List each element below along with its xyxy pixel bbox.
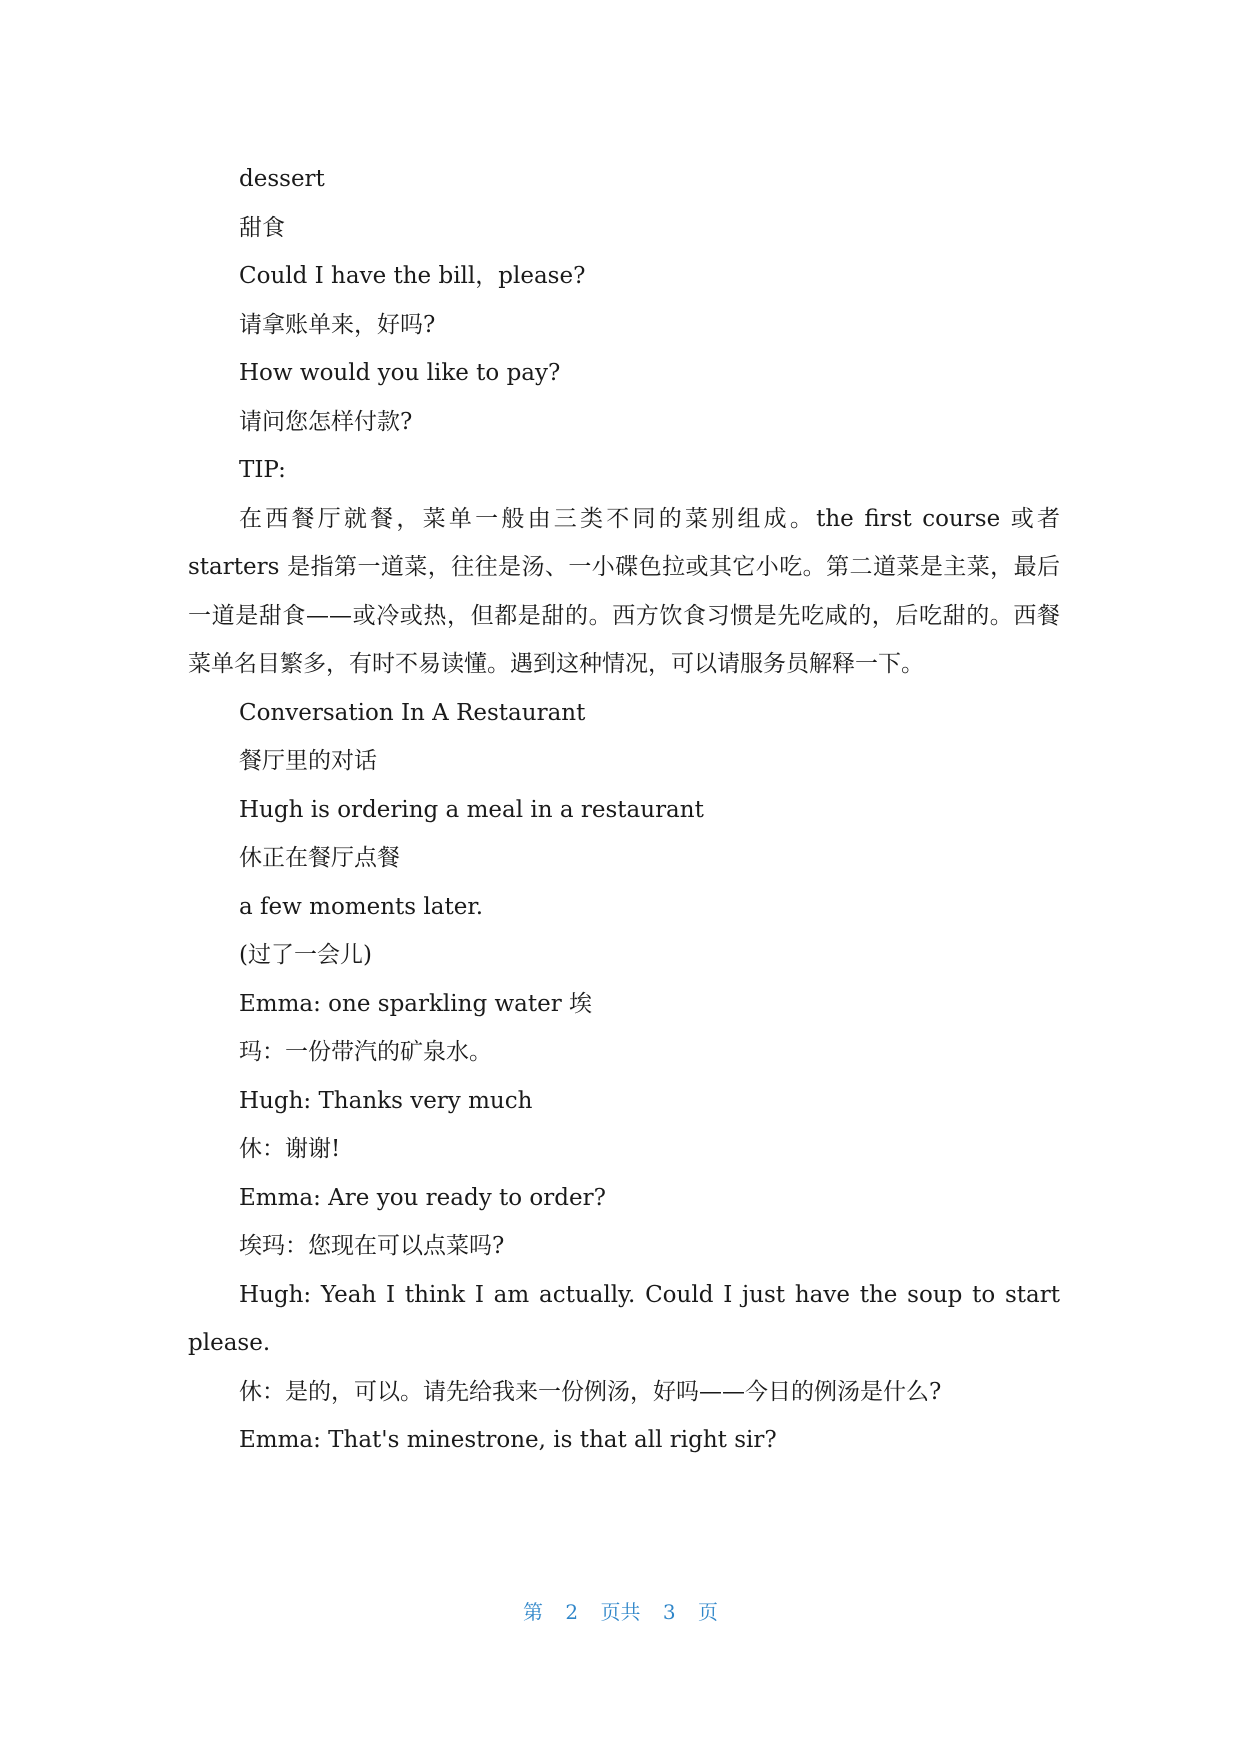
tip-heading: TIP:: [239, 457, 286, 483]
text-line: dessert: [239, 166, 325, 192]
text-line: Hugh is ordering a meal in a restaurant: [239, 796, 704, 823]
dialogue-line: Emma: That's minestrone, is that all right sir?: [239, 1427, 777, 1453]
dialogue-line: 玛：一份带汽的矿泉水。: [239, 1039, 492, 1065]
text-line: a few moments later.: [239, 893, 484, 920]
text-line: Could I have the bill，please?: [239, 263, 586, 289]
footer-total-pages: 3: [662, 1600, 676, 1624]
text-line: 休正在餐厅点餐: [239, 845, 400, 871]
dialogue-line: 埃玛：您现在可以点菜吗?: [239, 1233, 505, 1259]
footer-current-page: 2: [565, 1600, 579, 1624]
text-line: 甜食: [239, 214, 285, 241]
section-title: Conversation In A Restaurant: [239, 699, 586, 726]
dialogue-line: Emma: Are you ready to order?: [239, 1184, 606, 1211]
footer-prefix: 第: [523, 1600, 544, 1624]
footer-suffix: 页: [697, 1600, 718, 1624]
dialogue-line: 休：谢谢!: [239, 1136, 341, 1162]
dialogue-line: Emma: one sparkling water 埃: [239, 990, 593, 1017]
text-line: (过了一会儿): [239, 942, 372, 968]
footer-middle: 页共: [600, 1600, 641, 1624]
text-line: 请问您怎样付款?: [239, 408, 413, 435]
text-line: 请拿账单来，好吗?: [239, 311, 436, 338]
document-body: [188, 155, 1060, 1465]
text-line: 餐厅里的对话: [239, 748, 377, 774]
dialogue-line: 休：是的，可以。请先给我来一份例汤，好吗——今日的例汤是什么?: [239, 1378, 942, 1405]
dialogue-paragraph: Hugh: Yeah I think I am actually. Could I just have the soup to start please.: [188, 1281, 1060, 1356]
page-number-footer: [0, 1596, 1241, 1625]
dialogue-line: Hugh: Thanks very much: [239, 1087, 533, 1114]
tip-paragraph: 在西餐厅就餐，菜单一般由三类不同的菜别组成。the first course 或者 starters 是指第一道菜，往往是汤、一小碟色拉或其它小吃。第二道菜是主菜，最后一道是甜食——或冷或热，但都是甜的。西方饮食习惯是先吃咸的，后吃甜的。西餐菜单名目繁多，有时不易读懂。遇到这种情况，可以请服务员解释一下。: [188, 505, 1060, 677]
text-line: How would you like to pay?: [239, 360, 561, 386]
